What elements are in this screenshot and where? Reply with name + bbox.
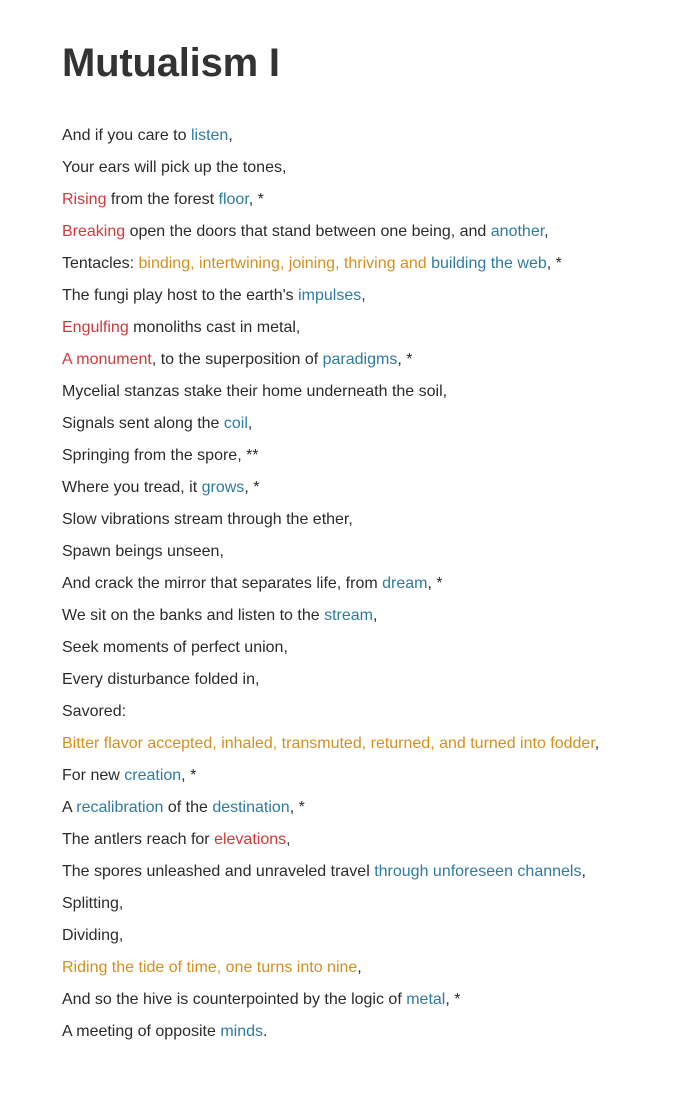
poem-text: And if you care to: [62, 127, 191, 144]
poem-line: [62, 888, 680, 920]
poem-line: [62, 568, 680, 600]
poem-text: open the doors that stand between one being, and: [125, 223, 491, 240]
poem-line: [62, 536, 680, 568]
highlighted-blue-text: listen: [190, 127, 229, 144]
poem-line: [62, 440, 680, 472]
poem-text: , to the superposition of: [151, 351, 323, 368]
highlighted-red-text: Rising: [62, 191, 107, 208]
poem-text: .: [263, 1023, 268, 1040]
highlighted-blue-text: destination: [212, 799, 290, 816]
poem-text: For new: [62, 767, 125, 784]
poem-line: [62, 792, 680, 824]
highlighted-red-text: elevations: [214, 831, 287, 848]
highlighted-blue-text: stream: [324, 607, 373, 624]
highlighted-blue-text: creation: [124, 767, 182, 784]
poem-text: The antlers reach for: [62, 831, 215, 848]
poem-text: The spores unleashed and unraveled travel: [62, 863, 375, 880]
poem-text: And so the hive is counterpointed by the logic of: [62, 991, 407, 1008]
poem-text: , *: [248, 191, 264, 208]
poem-line: [62, 280, 680, 312]
poem-line: [62, 408, 680, 440]
poem-line: [62, 600, 680, 632]
poem-text: ,: [581, 863, 586, 880]
poem-line: [62, 920, 680, 952]
poem-line: [62, 152, 680, 184]
poem-text: ,: [228, 127, 233, 144]
poem-line: [62, 312, 680, 344]
poem-line: [62, 760, 680, 792]
poem-text: ,: [247, 415, 253, 432]
poem-line: [62, 856, 680, 888]
highlighted-blue-text: another: [490, 223, 545, 240]
poem-line: [62, 472, 680, 504]
poem-text: Slow vibrations stream through the ether,: [62, 511, 353, 528]
highlighted-orange-text: binding, intertwining, joining, thriving and: [138, 255, 432, 272]
poem-text: Dividing,: [62, 927, 124, 944]
poem-text: Splitting,: [62, 895, 124, 912]
poem-text: ,: [361, 287, 366, 304]
poem-text: Springing from the spore, **: [62, 447, 259, 464]
poem-text: , *: [181, 767, 197, 784]
poem-line: [62, 984, 680, 1016]
poem-text: , *: [546, 255, 562, 272]
poem-line: [62, 664, 680, 696]
poem-text: , *: [289, 799, 305, 816]
poem-text: ,: [286, 831, 291, 848]
poem-text: And crack the mirror that separates life, from: [62, 575, 383, 592]
poem-text: A: [62, 799, 77, 816]
highlighted-blue-text: floor: [218, 191, 249, 208]
poem-text: monoliths cast in metal,: [128, 319, 301, 336]
poem-text: The fungi play host to the earth's: [62, 287, 299, 304]
highlighted-blue-text: recalibration: [76, 799, 164, 816]
highlighted-blue-text: paradigms: [322, 351, 398, 368]
poem-line: [62, 120, 680, 152]
poem-body: [62, 120, 680, 1048]
poem-text: ,: [594, 735, 600, 752]
highlighted-blue-text: through unforeseen channels: [374, 863, 582, 880]
poem-line: [62, 184, 680, 216]
poem-text: of the: [163, 799, 213, 816]
highlighted-orange-text: Bitter flavor accepted, inhaled, transmuted, returned, and turned into fodder: [62, 735, 595, 752]
highlighted-blue-text: minds: [220, 1023, 264, 1040]
highlighted-blue-text: grows: [201, 479, 245, 496]
poem-line: [62, 696, 680, 728]
poem-text: Mycelial stanzas stake their home underneath the soil,: [62, 383, 448, 400]
poem-text: Your ears will pick up the tones,: [62, 159, 287, 176]
poem-line: [62, 632, 680, 664]
poem-line: [62, 1016, 680, 1048]
poem-text: , *: [427, 575, 443, 592]
poem-line: [62, 376, 680, 408]
poem-line: [62, 728, 680, 760]
highlighted-blue-text: coil: [223, 415, 248, 432]
poem-text: Seek moments of perfect union,: [62, 639, 288, 656]
poem-text: , *: [397, 351, 413, 368]
highlighted-blue-text: dream: [382, 575, 428, 592]
poem-text: Savored:: [62, 703, 127, 720]
poem-text: Spawn beings unseen,: [62, 543, 224, 560]
poem-line: [62, 824, 680, 856]
highlighted-orange-text: Riding the tide of time, one turns into nine: [62, 959, 358, 976]
poem-text: from the forest: [106, 191, 219, 208]
poem-line: [62, 216, 680, 248]
highlighted-red-text: A monument: [62, 351, 152, 368]
poem-text: , *: [445, 991, 461, 1008]
poem-text: ,: [357, 959, 362, 976]
poem-line: [62, 344, 680, 376]
poem-text: , *: [244, 479, 260, 496]
highlighted-blue-text: metal: [406, 991, 446, 1008]
poem-text: ,: [373, 607, 378, 624]
highlighted-blue-text: impulses: [298, 287, 362, 304]
highlighted-blue-text: building the web: [431, 255, 547, 272]
highlighted-red-text: Engulfing: [62, 319, 129, 336]
poem-text: Where you tread, it: [62, 479, 202, 496]
poem-text: A meeting of opposite: [62, 1023, 221, 1040]
poem-text: Every disturbance folded in,: [62, 671, 260, 688]
poem-line: [62, 248, 680, 280]
page-title: Mutualism I: [62, 41, 280, 85]
highlighted-red-text: Breaking: [62, 223, 126, 240]
poem-line: [62, 504, 680, 536]
poem-line: [62, 952, 680, 984]
poem-text: Signals sent along the: [62, 415, 224, 432]
poem-text: ,: [544, 223, 549, 240]
poem-text: Tentacles:: [62, 255, 139, 272]
poem-text: We sit on the banks and listen to the: [62, 607, 325, 624]
